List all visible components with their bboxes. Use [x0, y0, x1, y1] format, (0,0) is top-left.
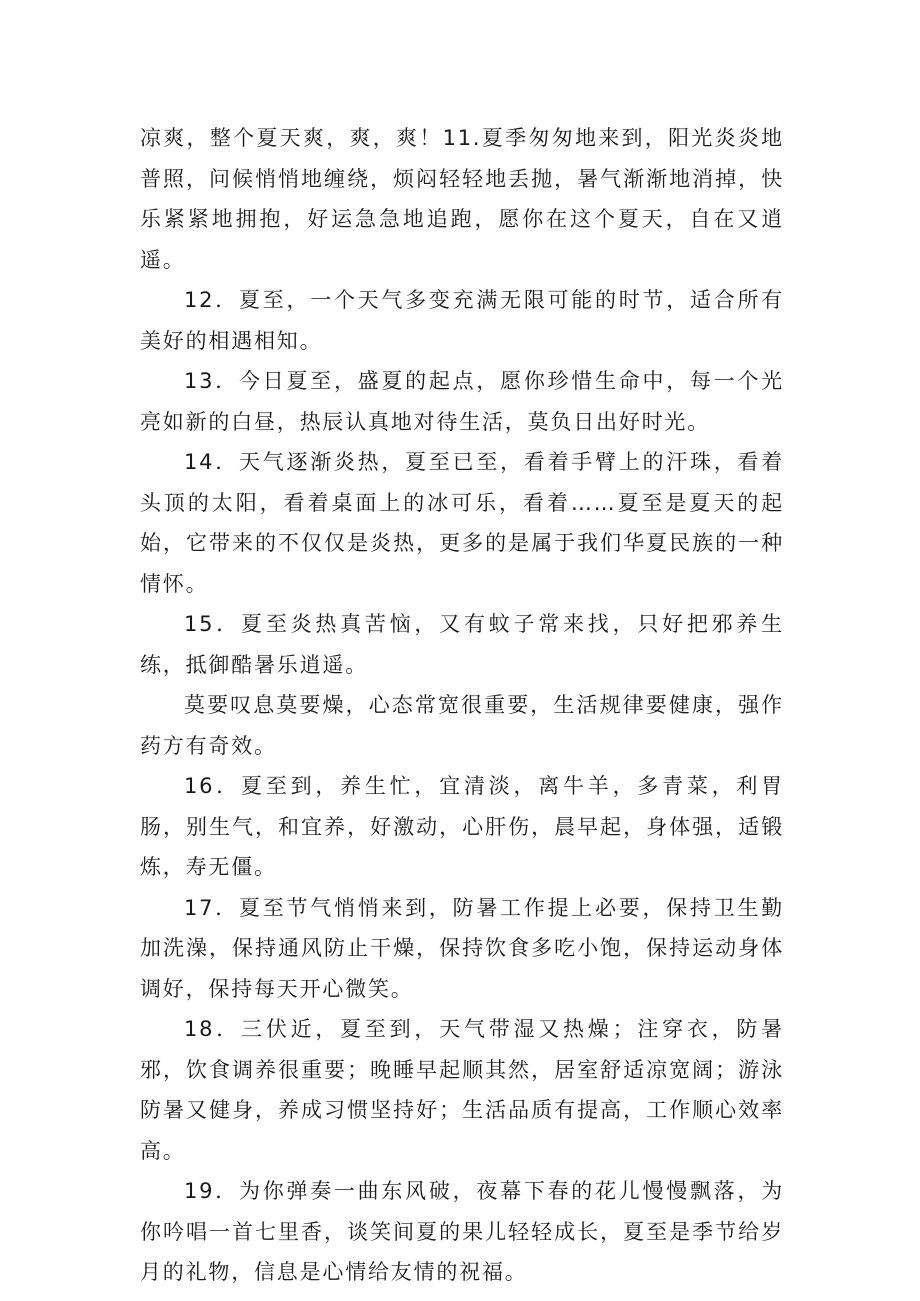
paragraph-15: 15．夏至炎热真苦恼，又有蚊子常来找，只好把邪养生练，抵御酷暑乐逍遥。: [140, 612, 784, 677]
paragraph-19: 19．为你弹奏一曲东风破，夜幕下春的花儿慢慢飘落，为你吟唱一首七里香，谈笑间夏的果儿轻轻成长，夏至是季节给岁月的礼物，信息是心情给友情的祝福。: [140, 1179, 784, 1284]
paragraph-continuation: 凉爽，整个夏天爽，爽，爽！11.夏季匆匆地来到，阳光炎炎地普照，问候悄悄地缠绕，烦闷轻轻地丢抛，暑气渐渐地消掉，快乐紧紧地拥抱，好运急急地追跑，愿你在这个夏天，自在又逍遥。: [140, 126, 784, 272]
document-body: [140, 118, 784, 1293]
paragraph-17: 17．夏至节气悄悄来到，防暑工作提上必要，保持卫生勤加洗澡，保持通风防止干燥，保持饮食多吃小饱，保持运动身体调好，保持每天开心微笑。: [140, 895, 784, 1001]
paragraph-14: 14．天气逐渐炎热，夏至已至，看着手臂上的汗珠，看着头顶的太阳，看着桌面上的冰可乐，看着……夏至是夏天的起始，它带来的不仅仅是炎热，更多的是属于我们华夏民族的一种情怀。: [140, 450, 784, 596]
paragraph-13: 13．今日夏至，盛夏的起点，愿你珍惜生命中，每一个光亮如新的白昼，热辰认真地对待生活，莫负日出好时光。: [140, 369, 784, 434]
paragraph-18: 18．三伏近，夏至到，天气带湿又热燥；注穿衣，防暑邪，饮食调养很重要；晚睡早起顺其然，居室舒适凉宽阔；游泳防暑又健身，养成习惯坚持好；生活品质有提高，工作顺心效率高。: [140, 1017, 784, 1163]
paragraph-16: 16．夏至到，养生忙，宜清淡，离牛羊，多青菜，利胃肠，别生气，和宜养，好激动，心肝伤，晨早起，身体强，适锻炼，寿无僵。: [140, 774, 784, 879]
paragraph-15-continued: 莫要叹息莫要燥，心态常宽很重要，生活规律要健康，强作药方有奇效。: [140, 693, 784, 758]
paragraph-12: 12．夏至，一个天气多变充满无限可能的时节，适合所有美好的相遇相知。: [140, 288, 784, 353]
